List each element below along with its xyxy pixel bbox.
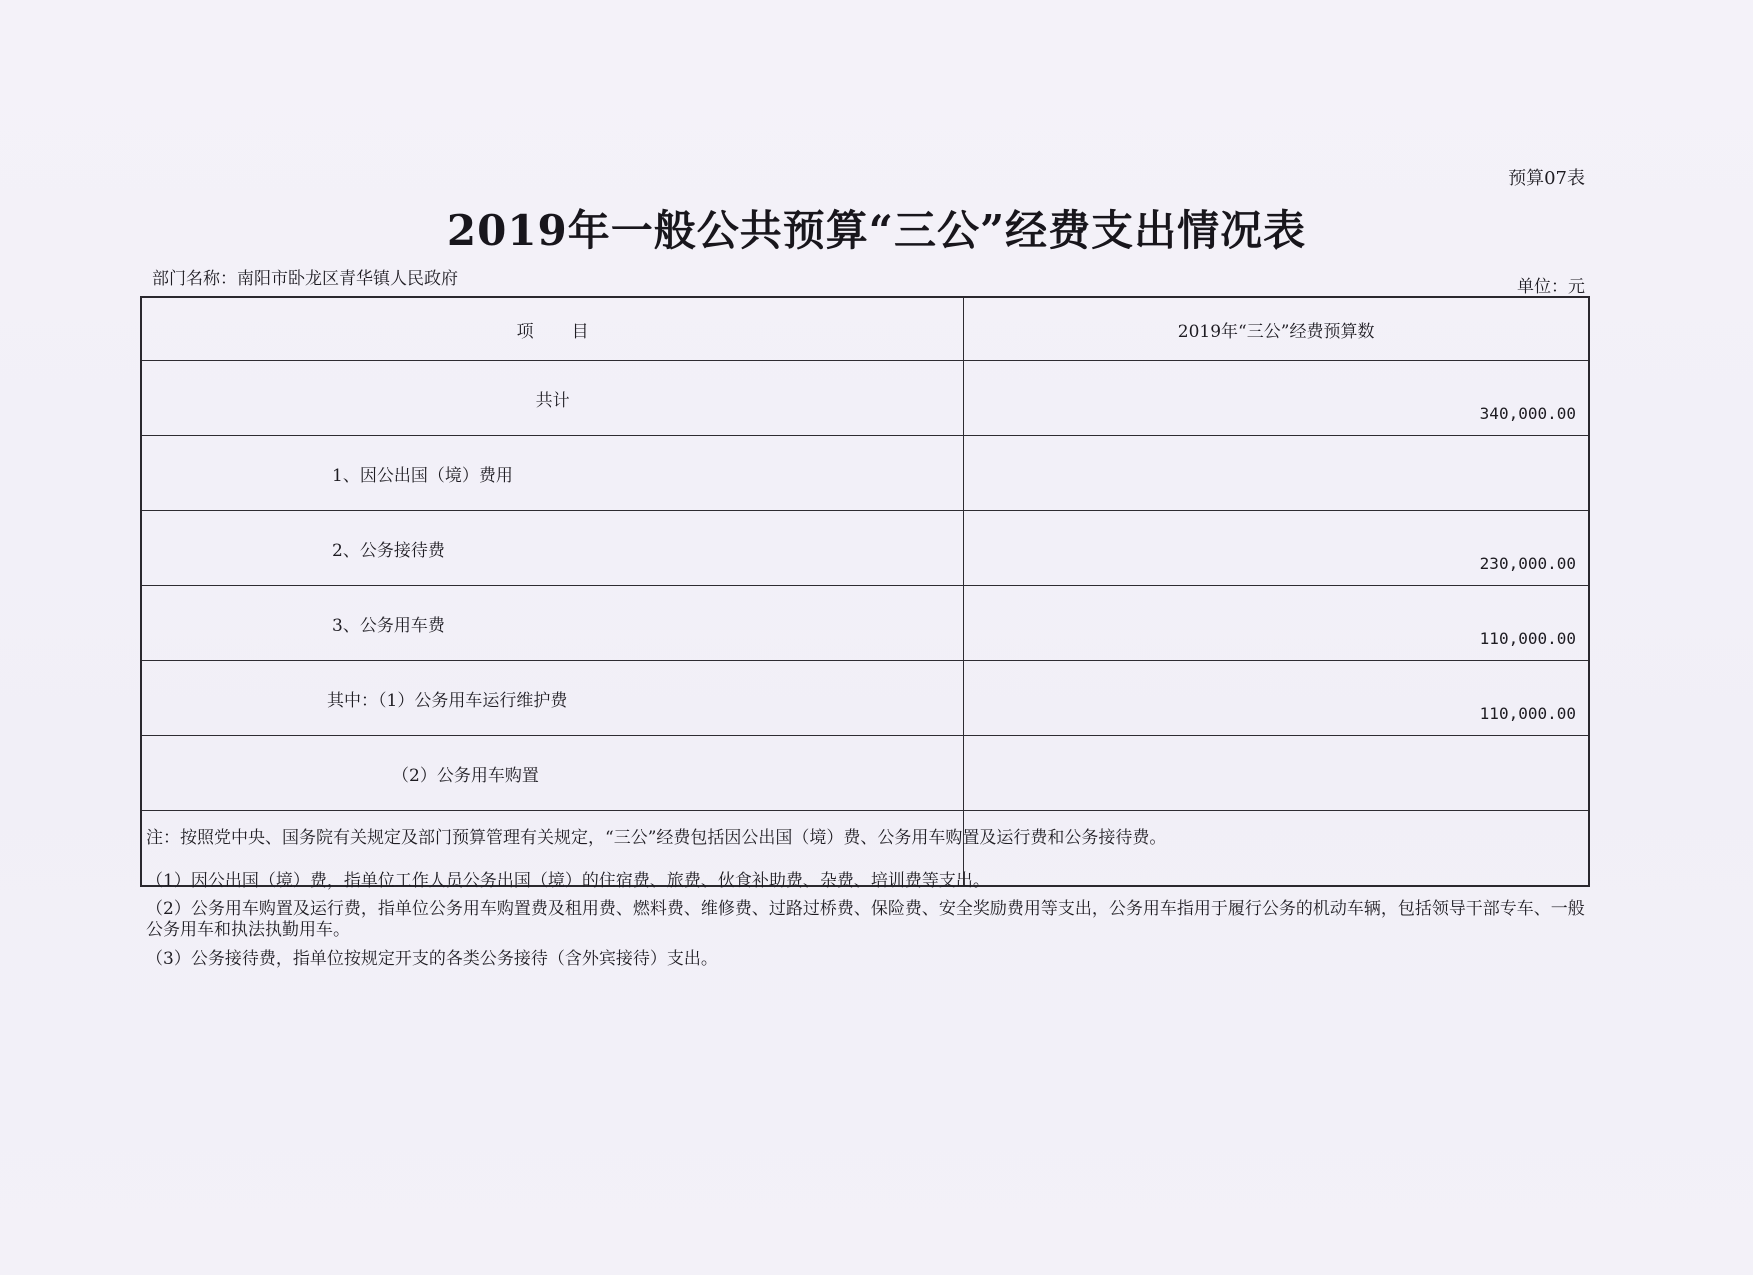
row-label: 3、公务用车费	[141, 586, 964, 661]
row-label: 1、因公出国（境）费用	[141, 436, 964, 511]
table-row	[141, 436, 1589, 511]
table-row	[141, 361, 1589, 436]
page-title: 2019年一般公共预算“三公”经费支出情况表	[446, 206, 1307, 255]
row-label: 其中：（1）公务用车运行维护费	[141, 661, 964, 736]
department-name: 部门名称：南阳市卧龙区青华镇人民政府	[152, 269, 458, 289]
table-row	[141, 661, 1589, 736]
note-item: （3）公务接待费，指单位按规定开支的各类公务接待（含外宾接待）支出。	[146, 949, 718, 969]
form-code: 预算07表	[1508, 168, 1585, 189]
notes-section	[146, 828, 1596, 970]
note-item: （1）因公出国（境）费，指单位工作人员公务出国（境）的住宿费、旅费、伙食补助费、杂费、培训费等支出。	[146, 871, 990, 892]
header-amount: 2019年“三公”经费预算数	[964, 297, 1589, 361]
table-row	[141, 586, 1589, 661]
row-amount	[964, 436, 1589, 511]
budget-table	[140, 296, 1590, 887]
row-label: 共计	[141, 361, 964, 436]
row-label: （2）公务用车购置	[141, 736, 964, 811]
note-item: （2）公务用车购置及运行费，指单位公务用车购置费及租用费、燃料费、维修费、过路过桥费、保险费、安全奖励费用等支出，公务用车指用于履行公务的机动车辆，包括领导干部专车、一般公务用车和执法执勤用车。	[146, 898, 1585, 940]
table-row	[141, 511, 1589, 586]
table-header-row	[141, 297, 1589, 361]
row-label: 2、公务接待费	[141, 511, 964, 586]
note-main: 注：按照党中央、国务院有关规定及部门预算管理有关规定，“三公”经费包括因公出国（境）费、公务用车购置及运行费和公务接待费。	[146, 828, 1167, 848]
row-amount: 110,000.00	[964, 661, 1589, 736]
row-amount: 110,000.00	[964, 586, 1589, 661]
table-row	[141, 736, 1589, 811]
row-amount	[964, 736, 1589, 811]
header-item: 项目	[141, 297, 964, 361]
row-amount: 230,000.00	[964, 511, 1589, 586]
row-amount: 340,000.00	[964, 361, 1589, 436]
unit-label: 单位：元	[1517, 277, 1585, 297]
